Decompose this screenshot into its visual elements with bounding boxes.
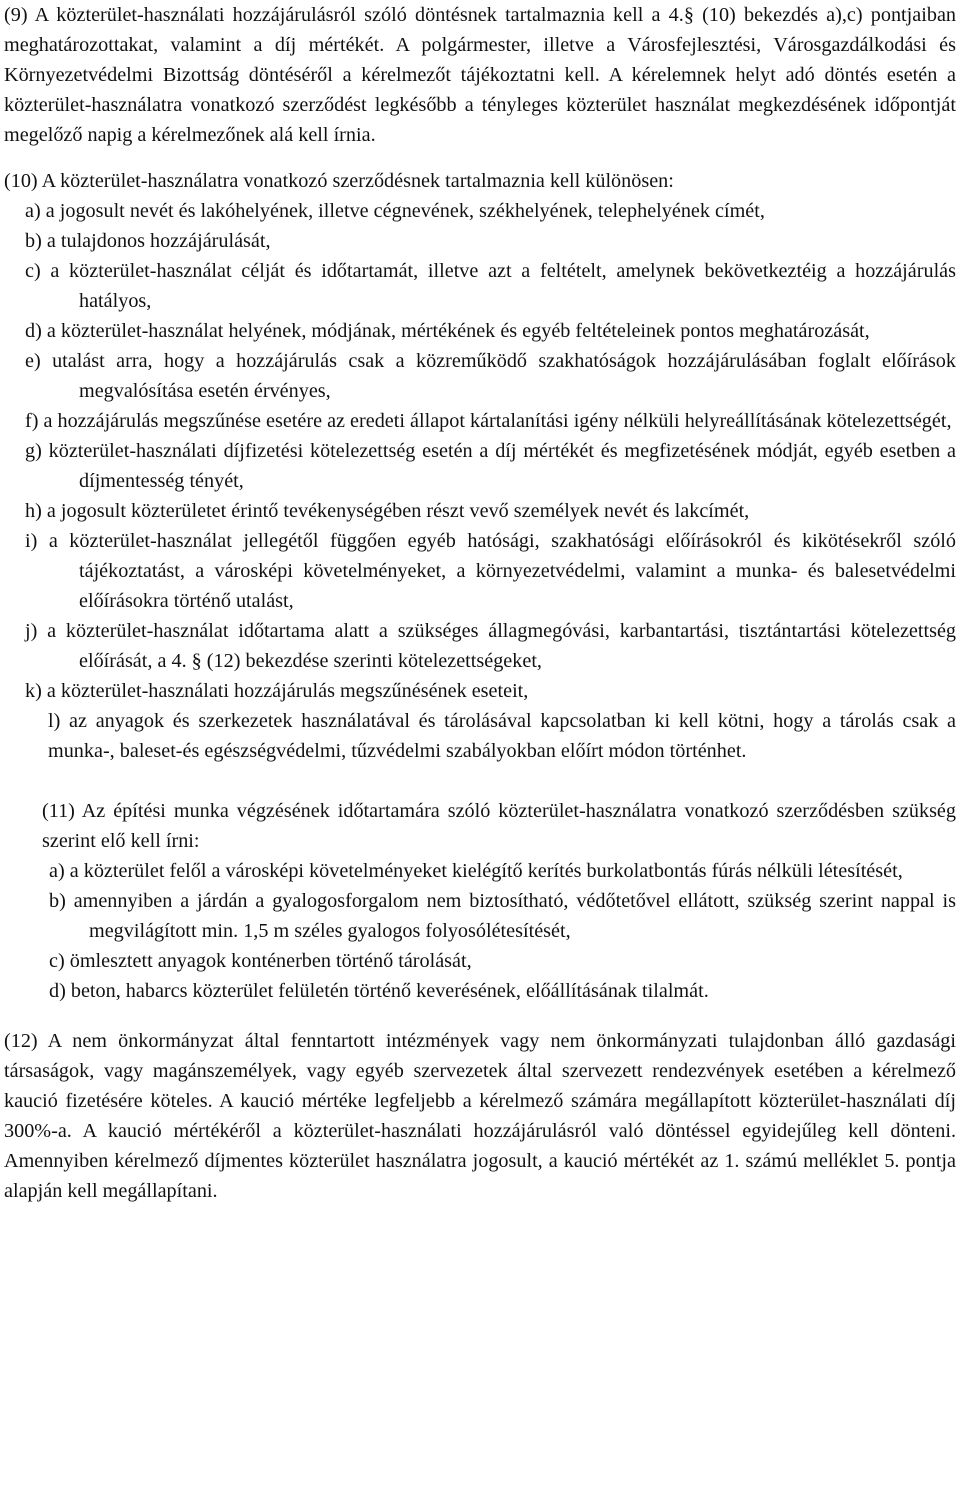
paragraph-9: (9) A közterület-használati hozzájárulásról szóló döntésnek tartalmaznia kell a 4.§ (10) bekezdés a),c) pontjaiban meghatározottakat, valamint a díj mértékét. A polgármester, illetve a Városfejlesztési, Városgazdálkodási és Környezetvédelmi Bizottság döntéséről a kérelmezőt tájékoztatni kell. A kérelemnek helyt adó döntés esetén a közterület-használatra vonatkozó szerződést legkésőbb a tényleges közterület használat megkezdésének időpontját megelőző napig a kérelmezőnek alá kell írnia.	[4, 4, 956, 146]
list-item-d: d) a közterület-használat helyének, módjának, mértékének és egyéb feltételeinek pontos meghatározását,	[25, 320, 870, 342]
paragraph-12: (12) A nem önkormányzat által fenntartott intézmények vagy nem önkormányzati tulajdonban álló gazdasági társaságok, vagy magánszemélyek, vagy egyéb szervezetek által szervezett rendezvények esetében a kérelmező kaució fizetésére köteles. A kaució mértéke legfeljebb a kérelmező számára megállapított közterület-használati díj 300%-a. A kaució mértékéről a közterület-használati hozzájárulásról való döntéssel egyidejűleg kell dönteni. Amennyiben kérelmező díjmentes közterület használatra jogosult, a kaució mértékét az 1. számú melléklet 5. pontja alapján kell megállapítani.	[4, 1030, 956, 1202]
list-item-f: f) a hozzájárulás megszűnése esetére az eredeti állapot kártalanítási igény nélküli helyreállításának kötelezettségét,	[25, 410, 952, 432]
spacer	[4, 766, 956, 796]
list-item-i: i) a közterület-használat jellegétől függően egyéb hatósági, szakhatósági előírásokról és kikötésekről szóló tájékoztatást, a városképi követelményeket, a környezetvédelmi, valamint a munka- és balesetvédelmi előírásokra történő utalást,	[25, 530, 956, 612]
list-item-h: h) a jogosult közterületet érintő tevékenységében részt vevő személyek nevét és lakcímét,	[25, 500, 750, 522]
list-item-a: a) a közterület felől a városképi követelményeket kielégítő kerítés burkolatbontás fúrás nélküli létesítését,	[49, 860, 903, 882]
spacer	[4, 150, 956, 166]
list-item-b: b) amennyiben a járdán a gyalogosforgalom nem biztosítható, védőtetővel ellátott, szükség szerint nappal is megvilágított min. 1,5 m széles gyalogos folyosólétesítését,	[49, 890, 956, 942]
list-item-g: g) közterület-használati díjfizetési kötelezettség esetén a díj mértékét és megfizetésének módját, egyéb esetben a díjmentesség tényét,	[25, 440, 956, 492]
section-11-lead: (11) Az építési munka végzésének időtartamára szóló közterület-használatra vonatkozó szerződésben szükség szerint elő kell írni:	[42, 800, 956, 852]
list-item-d: d) beton, habarcs közterület felületén történő keverésének, előállításának tilalmát.	[49, 980, 709, 1002]
list-item-k: k) a közterület-használati hozzájárulás megszűnésének eseteit,	[25, 680, 529, 702]
list-item-j: j) a közterület-használat időtartama alatt a szükséges állagmegóvási, karbantartási, tisztántartási kötelezettség előírását, a 4. § (12) bekezdése szerinti kötelezettségeket,	[25, 620, 956, 672]
section-10	[4, 166, 956, 766]
spacer	[4, 1006, 956, 1026]
section-10-lead: (10) A közterület-használatra vonatkozó szerződésnek tartalmaznia kell különösen:	[4, 170, 674, 192]
list-item-l: l) az anyagok és szerkezetek használatával és tárolásával kapcsolatban ki kell kötni, hogy a tárolás csak a munka-, baleset-és egészségvédelmi, tűzvédelmi szabályokban előírt módon történhet.	[48, 710, 956, 762]
document-page	[4, 0, 956, 1206]
list-item-c: c) a közterület-használat célját és időtartamát, illetve azt a feltételt, amelynek bekövetkeztéig a hozzájárulás hatályos,	[25, 260, 956, 312]
list-item-b: b) a tulajdonos hozzájárulását,	[25, 230, 271, 252]
section-11	[4, 796, 956, 1006]
list-item-a: a) a jogosult nevét és lakóhelyének, illetve cégnevének, székhelyének, telephelyének címét,	[25, 200, 765, 222]
list-item-c: c) ömlesztett anyagok konténerben történő tárolását,	[49, 950, 472, 972]
list-item-e: e) utalást arra, hogy a hozzájárulás csak a közreműködő szakhatóságok hozzájárulásában foglalt előírások megvalósítása esetén érvényes,	[25, 350, 956, 402]
